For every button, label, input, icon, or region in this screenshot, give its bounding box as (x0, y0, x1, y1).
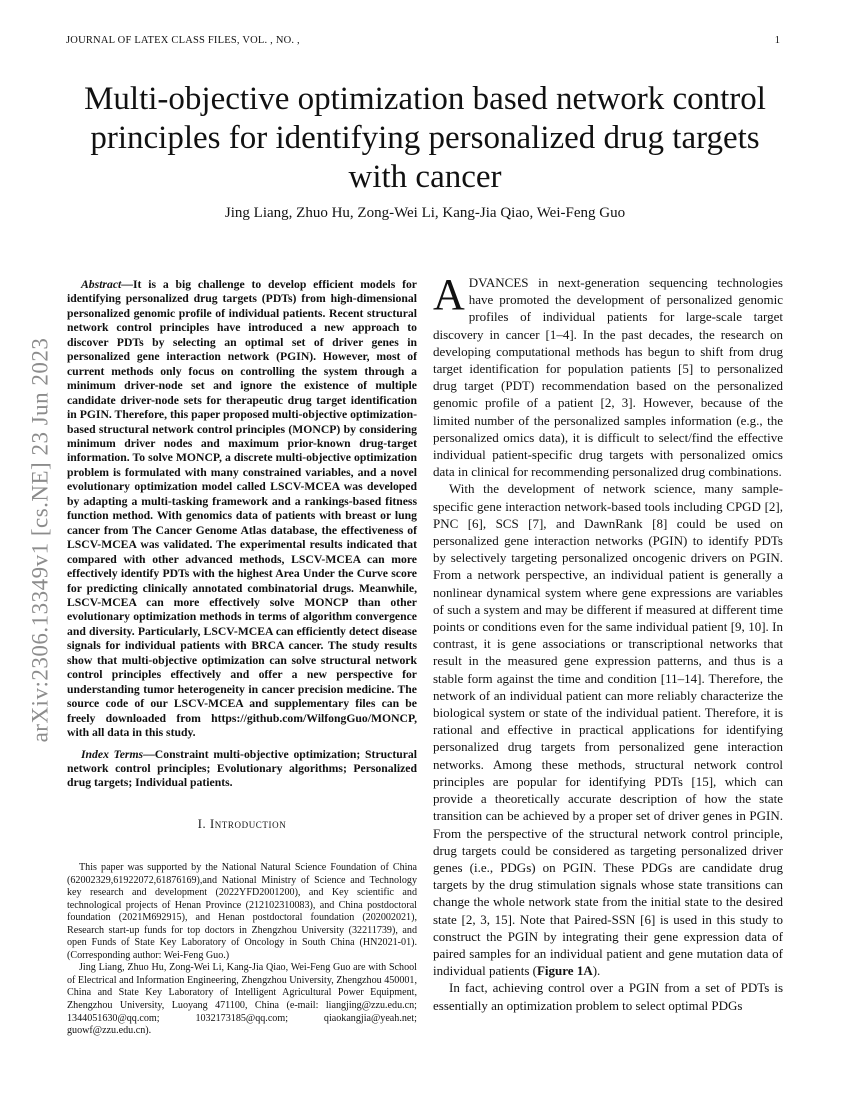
abstract-text: —It is a big challenge to develop efficient models for identifying personalized drug targets (PDTs) from high-dimensional personalized genomic profile of individual patients. Recent structural network control principles have introduced a new approach to discover PDTs by selecting an optimal set of driver genes in personalized gene interaction network (PGIN). However, most of current methods only focus on controlling the system through a minimum driver-node set and ignore the existence of multiple candidate driver-node sets for therapeutic drug target identification in PGIN. Therefore, this paper proposed multi-objective optimization-based structural network control principles (MONCP) by considering minimum driver nodes and maximum prior-known drug-target information. To solve MONCP, a discrete multi-objective optimization problem is formulated with many constrained variables, and a novel evolutionary optimization model called LSCV-MCEA was developed by adapting a multi-tasking framework and a rankings-based fitness function method. With genomics data of patients with breast or lung cancer from The Cancer Genome Atlas database, the effectiveness of LSCV-MCEA was validated. The experimental results indicated that compared with other advanced methods, LSCV-MCEA can more effectively identify PDTs with the highest Area Under the Curve score for predicting clinically annotated combinatorial drugs. Meanwhile, LSCV-MCEA can more effectively solve MONCP than other evolutionary optimization methods in terms of algorithm convergence and diversity. Particularly, LSCV-MCEA can efficiently detect disease signals for individual patients with BRCA cancer. The study results show that multi-objective optimization can solve structural network control principles effectively and offer a new perspective for understanding tumor heterogeneity in cancer precision medicine. The source code of our LSCV-MCEA and supplementary files can be freely downloaded from https://github.com/WilfongGuo/MONCP, with all data in this study. (67, 278, 417, 740)
section-title: Introduction (209, 816, 287, 831)
arxiv-stamp-text: arXiv:2306.13349v1 [cs.NE] 23 Jun 2023 (27, 337, 53, 743)
right-column (433, 270, 783, 1014)
intro-paragraph-3: In fact, achieving control over a PGIN from a set of PDTs is essentially an optimization problem to select optimal PDGs (433, 980, 783, 1013)
section-heading (67, 817, 417, 832)
running-header: JOURNAL OF LATEX CLASS FILES, VOL. , NO. , (66, 35, 300, 46)
arxiv-stamp (10, 295, 70, 785)
section-number: I. (197, 816, 207, 831)
intro-lead-word: DVANCES (468, 275, 529, 290)
index-terms-text: —Constraint multi-objective optimization; Structural network control principles; Evolutionary algorithms; Personalized drug targets; Individual patients. (67, 747, 417, 790)
intro-paragraph-1 (433, 270, 783, 480)
index-terms-label: Index Terms (81, 747, 144, 761)
abstract (67, 278, 417, 741)
left-column (67, 278, 417, 832)
abstract-label: Abstract (81, 278, 122, 291)
intro-paragraph-2 (433, 480, 783, 979)
intro-paragraph-1-text: in next-generation sequencing technologies have promoted the development of personalized genomic profiles of individual patients for large-scale target discovery in cancer [1–4]. In the past decades, the research on developing computational methods has begun to shift from drug target identification for population patients [5] to personalized drug target (PDT) recommendation based on the personalized genomic profile of a patient [2, 3]. However, because of the limited number of the personalized samples information (e.g., the personalized omics data), it is difficult to select/find the effective individual patient-specific drug targets with personalized omics data in clinical for recommending personalized drug combinations. (433, 275, 783, 480)
intro-paragraph-2-text: With the development of network science, many sample-specific gene interaction network-based tools including CPGD [2], PNC [6], SCS [7], and DawnRank [8] could be used on personalized gene interaction networks (PGIN) to identify PDTs by selectively targeting personalized oncogenic drivers on PGIN. From a network perspective, an individual patient is generally a nonlinear dynamical system where gene expressions are variables of such a system and may be different if measured at different time points or conditions even for the same individual patient [9, 10]. In contrast, it is gene associations or transcriptional networks that result in the measured gene expression patterns, and thus is a stable form against the time and condition [11–14]. Therefore, the network of an individual patient can more reliably characterize the biological system or state of the individual patient. Therefore, it is rational and effective in practical applications for identifying personalized drug targets from personalized gene interaction networks. Among these methods, structural network control principles are popular for identifying PDTs [15], which can provide a theoretically accurate description of how the state transition can be achieved by a proper set of driver genes in PGIN. From the perspective of the structural network control principle, drug targets could be considered as targeting personalized driver genes (i.e., PDGs) on PGIN. These PDGs are candidate drug targets by the drug stimulation signals whose state transitions can change the whole network state from the initial state to the desired state [2, 3, 15]. Note that Paired-SSN [6] is used in this study to construct the PGIN by integrating their gene expression data of paired samples for an individual patient and gene mutation data of individual patients ( (433, 481, 783, 979)
index-terms (67, 748, 417, 791)
figure-reference: Figure 1A (536, 963, 593, 979)
page-number: 1 (774, 35, 780, 46)
footnote-funding: This paper was supported by the National Natural Science Foundation of China (62002329,61922072,61876169),and National Ministry of Science and Technology key research and development (2022YFD2001200), and Key scientific and technological projects of Henan Province (212102310083), and China postdoctoral foundation (2021M692915), and Henan postdoctoral foundation (202002021), Research start-up funds for top doctors in Zhengzhou University (32211739), and open Funds of State Key Laboratory of Oncology in South China (HN2021-01). (Corresponding author: Wei-Feng Guo.) (67, 862, 417, 961)
footnote (67, 862, 417, 1038)
footnote-affiliations: Jing Liang, Zhuo Hu, Zong-Wei Li, Kang-Jia Qiao, Wei-Feng Guo are with School of Electrical and Information Engineering, Zhengzhou University, Zhengzhou 450001, China and State Key Laboratory of Intelligent Agricultural Power Equipment, Zhengzhou University, Luoyang 471100, China (e-mail: liangjing@zzu.edu.cn; 1344051630@qq.com; 1032173185@qq.com; qiaokangjia@yeah.net; guowf@zzu.edu.cn). (67, 962, 417, 1037)
dropcap-letter: A (433, 270, 465, 319)
paper-title: Multi-objective optimization based network control principles for identifying personalized drug targets with cancer (84, 81, 766, 195)
intro-paragraph-2-end: ). (592, 963, 601, 979)
author-list: Jing Liang, Zhuo Hu, Zong-Wei Li, Kang-Jia Qiao, Wei-Feng Guo (224, 205, 626, 221)
